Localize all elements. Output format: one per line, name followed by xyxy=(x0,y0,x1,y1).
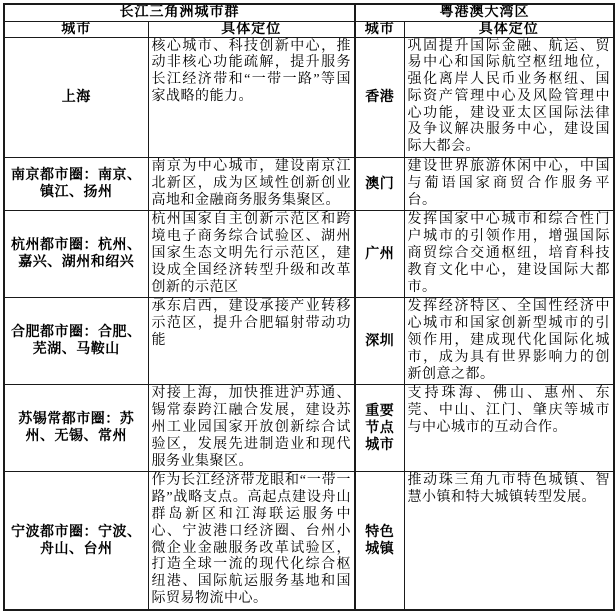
left-city-cell: 合肥都市圈：合肥、芜湖、马鞍山 xyxy=(4,298,148,385)
right-positioning-cell: 支持珠海、佛山、惠州、东莞、中山、江门、肇庆等城市与中心城市的互动合作。 xyxy=(404,385,614,472)
right-city-cell: 香港 xyxy=(355,37,404,158)
col-header-city-left: 城市 xyxy=(4,21,148,37)
section-header-yangtze-delta: 长江三角洲城市群 xyxy=(4,4,355,21)
section-header-greater-bay: 粤港澳大湾区 xyxy=(355,4,614,21)
city-positioning-table xyxy=(3,3,615,611)
table-row xyxy=(4,385,614,472)
left-city-cell: 苏锡常都市圈：苏州、无锡、常州 xyxy=(4,385,148,472)
left-positioning-cell: 南京为中心城市，建设南京江北新区，成为区域性创新创业高地和金融商务服务集聚区。 xyxy=(148,158,355,211)
table-row xyxy=(4,158,614,211)
right-city-cell: 深圳 xyxy=(355,298,404,385)
table-row xyxy=(4,37,614,158)
left-positioning-cell: 作为长江经济带龙眼和“一带一路”战略支点。高起点建设舟山群岛新区和江海联运服务中心、宁波港口经济圈、台州小微企业金融服务改革试验区，打造全球一流的现代化综合枢纽港、国际航运服务基地和国际贸易物流中心。 xyxy=(148,472,355,610)
section-header-row xyxy=(4,4,614,21)
left-positioning-cell: 杭州国家自主创新示范区和跨境电子商务综合试验区、湖州国家生态文明先行示范区，建设成全国经济转型升级和改革创新的示范区 xyxy=(148,211,355,298)
right-city-cell: 澳门 xyxy=(355,158,404,211)
left-positioning-cell: 核心城市、科技创新中心，推动非核心功能疏解，提升服务长江经济带和“一带一路”等国家战略的能力。 xyxy=(148,37,355,158)
right-city-cell: 特色城镇 xyxy=(355,472,404,610)
right-positioning-cell: 发挥国家中心城市和综合性门户城市的引领作用，增强国际商贸综合交通枢纽，培育科技教育文化中心，建设国际大都市。 xyxy=(404,211,614,298)
right-city-cell: 广州 xyxy=(355,211,404,298)
right-positioning-cell: 建设世界旅游休闲中心，中国与葡语国家商贸合作服务平台。 xyxy=(404,158,614,211)
col-header-positioning-right: 具体定位 xyxy=(404,21,614,37)
col-header-city-right: 城市 xyxy=(355,21,404,37)
left-positioning-cell: 承东启西，建设承接产业转移示范区，提升合肥辐射带动功能 xyxy=(148,298,355,385)
left-city-cell: 上海 xyxy=(4,37,148,158)
table-row xyxy=(4,298,614,385)
right-city-cell: 重要节点城市 xyxy=(355,385,404,472)
right-positioning-cell: 推动珠三角九市特色城镇、智慧小镇和特大城镇转型发展。 xyxy=(404,472,614,610)
left-city-cell: 南京都市圈：南京、镇江、扬州 xyxy=(4,158,148,211)
right-positioning-cell: 巩固提升国际金融、航运、贸易中心和国际航空枢纽地位，强化离岸人民币业务枢纽、国际资产管理中心及风险管理中心功能，建设亚太区国际法律及争议解决服务中心，建设国际大都会。 xyxy=(404,37,614,158)
left-city-cell: 宁波都市圈：宁波、舟山、台州 xyxy=(4,472,148,610)
left-positioning-cell: 对接上海，加快推进沪苏通、锡常泰跨江融合发展，建设苏州工业园国家开放创新综合试验区，发展先进制造业和现代服务业集聚区。 xyxy=(148,385,355,472)
column-header-row xyxy=(4,21,614,37)
left-city-cell: 杭州都市圈：杭州、嘉兴、湖州和绍兴 xyxy=(4,211,148,298)
right-positioning-cell: 发挥经济特区、全国性经济中心城市和国家创新型城市的引领作用，建成现代化国际化城市，成为具有世界影响力的创新创意之都。 xyxy=(404,298,614,385)
table-row xyxy=(4,211,614,298)
col-header-positioning-left: 具体定位 xyxy=(148,21,355,37)
table-row xyxy=(4,472,614,610)
